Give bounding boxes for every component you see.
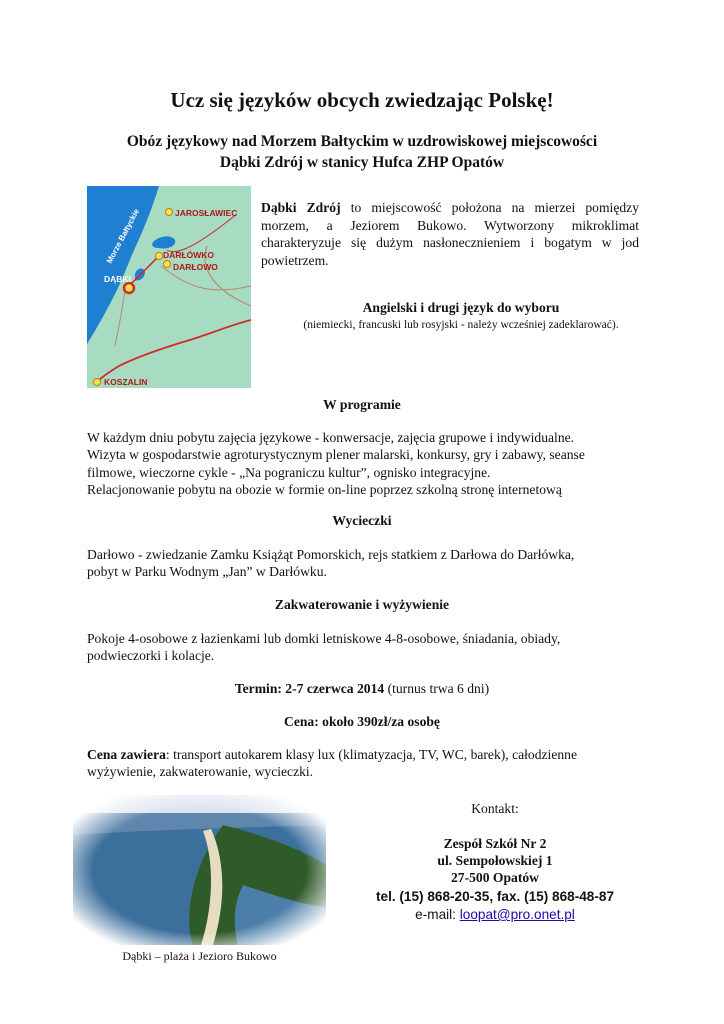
program-paragraph bbox=[87, 429, 639, 498]
trips-line-2: pobyt w Parku Wodnym „Jan” w Darłówku. bbox=[87, 564, 327, 580]
email-prefix: e-mail: bbox=[415, 907, 460, 922]
includes-paragraph bbox=[87, 746, 639, 781]
term-normal: (turnus trwa 6 dni) bbox=[384, 681, 490, 696]
map-pin-dabki bbox=[124, 283, 134, 293]
map-label-darlowko: DARŁÓWKO bbox=[163, 250, 214, 260]
trips-paragraph bbox=[87, 546, 639, 581]
trips-heading: Wycieczki bbox=[332, 513, 392, 528]
subtitle-line-1: Obóz językowy nad Morzem Bałtyckim w uzdrowiskowej miejscowości bbox=[126, 133, 598, 150]
map-pin-darlowo bbox=[164, 261, 171, 268]
map-pin-jaroslawiec bbox=[166, 209, 173, 216]
map-pin-darlowko bbox=[156, 253, 163, 260]
accommodation-heading: Zakwaterowanie i wyżywienie bbox=[274, 597, 450, 612]
map-label-koszalin: KOSZALIN bbox=[104, 377, 148, 387]
languages-heading: Angielski i drugi język do wyboru bbox=[362, 300, 560, 315]
map-label-dabki: DĄBKI bbox=[104, 274, 131, 284]
program-line-4: Relacjonowanie pobytu na obozie w formie on-line poprzez szkolną stronę internetową bbox=[87, 481, 562, 497]
contact-label: Kontakt: bbox=[471, 801, 519, 816]
map-label-jaroslawiec: JAROSŁAWIEC bbox=[175, 208, 238, 218]
map-label-sea: Morze Bałtyckie bbox=[104, 207, 142, 265]
contact-phone: tel. (15) 868-20-35, fax. (15) 868-48-87 bbox=[375, 889, 615, 904]
map-label-darlowo: DARŁOWO bbox=[173, 262, 218, 272]
includes-line-2: wyżywienie, zakwaterowanie, wycieczki. bbox=[87, 764, 314, 780]
includes-line-1 bbox=[87, 746, 639, 763]
subtitle-line-2: Dąbki Zdrój w stanicy Hufca ZHP Opatów bbox=[219, 154, 505, 171]
intro-bold: Dąbki Zdrój bbox=[261, 200, 341, 215]
trips-line-1: Darłowo - zwiedzanie Zamku Książąt Pomorskich, rejs statkiem z Darłowa do Darłówka, bbox=[87, 547, 575, 562]
program-heading: W programie bbox=[323, 397, 401, 412]
price-line: Cena: około 390zł/za osobę bbox=[284, 714, 440, 729]
term-bold: Termin: 2-7 czerwca 2014 bbox=[234, 681, 385, 696]
email-link[interactable]: loopat@pro.onet.pl bbox=[459, 907, 575, 922]
map-pin-koszalin bbox=[94, 379, 101, 386]
contact-email-line bbox=[340, 907, 650, 922]
includes-text-1: : transport autokarem klasy lux (klimatyzacja, TV, WC, barek), całodzienne bbox=[165, 747, 577, 762]
program-line-2: Wizyta w gospodarstwie agroturystycznym plener malarski, konkursy, gry i zabawy, seanse bbox=[87, 447, 585, 463]
contact-city: 27-500 Opatów bbox=[451, 870, 539, 885]
program-line-3: filmowe, wieczorne cykle - „Na pograniczu kultur”, ognisko integracyjne. bbox=[87, 464, 491, 480]
intro-paragraph bbox=[261, 199, 639, 269]
beach-photo bbox=[73, 795, 326, 945]
page-title: Ucz się języków obcych zwiedzając Polskę! bbox=[170, 88, 554, 112]
term-line bbox=[0, 681, 724, 697]
contact-school: Zespół Szkół Nr 2 bbox=[443, 836, 547, 851]
accommodation-line-1: Pokoje 4-osobowe z łazienkami lub domki letniskowe 4-8-osobowe, śniadania, obiady, bbox=[87, 631, 561, 646]
languages-note: (niemiecki, francuski lub rosyjski - należy wcześniej zadeklarować). bbox=[303, 319, 619, 331]
program-line-1: W każdym dniu pobytu zajęcia językowe - konwersacje, zajęcia grupowe i indywidualne. bbox=[87, 430, 575, 445]
region-map bbox=[87, 186, 251, 388]
accommodation-paragraph bbox=[87, 630, 639, 665]
photo-caption: Dąbki – plaża i Jezioro Bukowo bbox=[122, 949, 277, 963]
accommodation-line-2: podwieczorki i kolacje. bbox=[87, 648, 215, 664]
contact-street: ul. Sempołowskiej 1 bbox=[437, 853, 553, 868]
includes-bold: Cena zawiera bbox=[87, 747, 166, 762]
intro-text: to miejscowość położona na mierzei pomiędzy morzem, a Jeziorem Bukowo. Wytworzony mikroklimat charakteryzuje się dużym nasłonecznieniem i bogatym w jod powietrzem. bbox=[261, 200, 639, 268]
page-subtitle bbox=[60, 131, 664, 173]
